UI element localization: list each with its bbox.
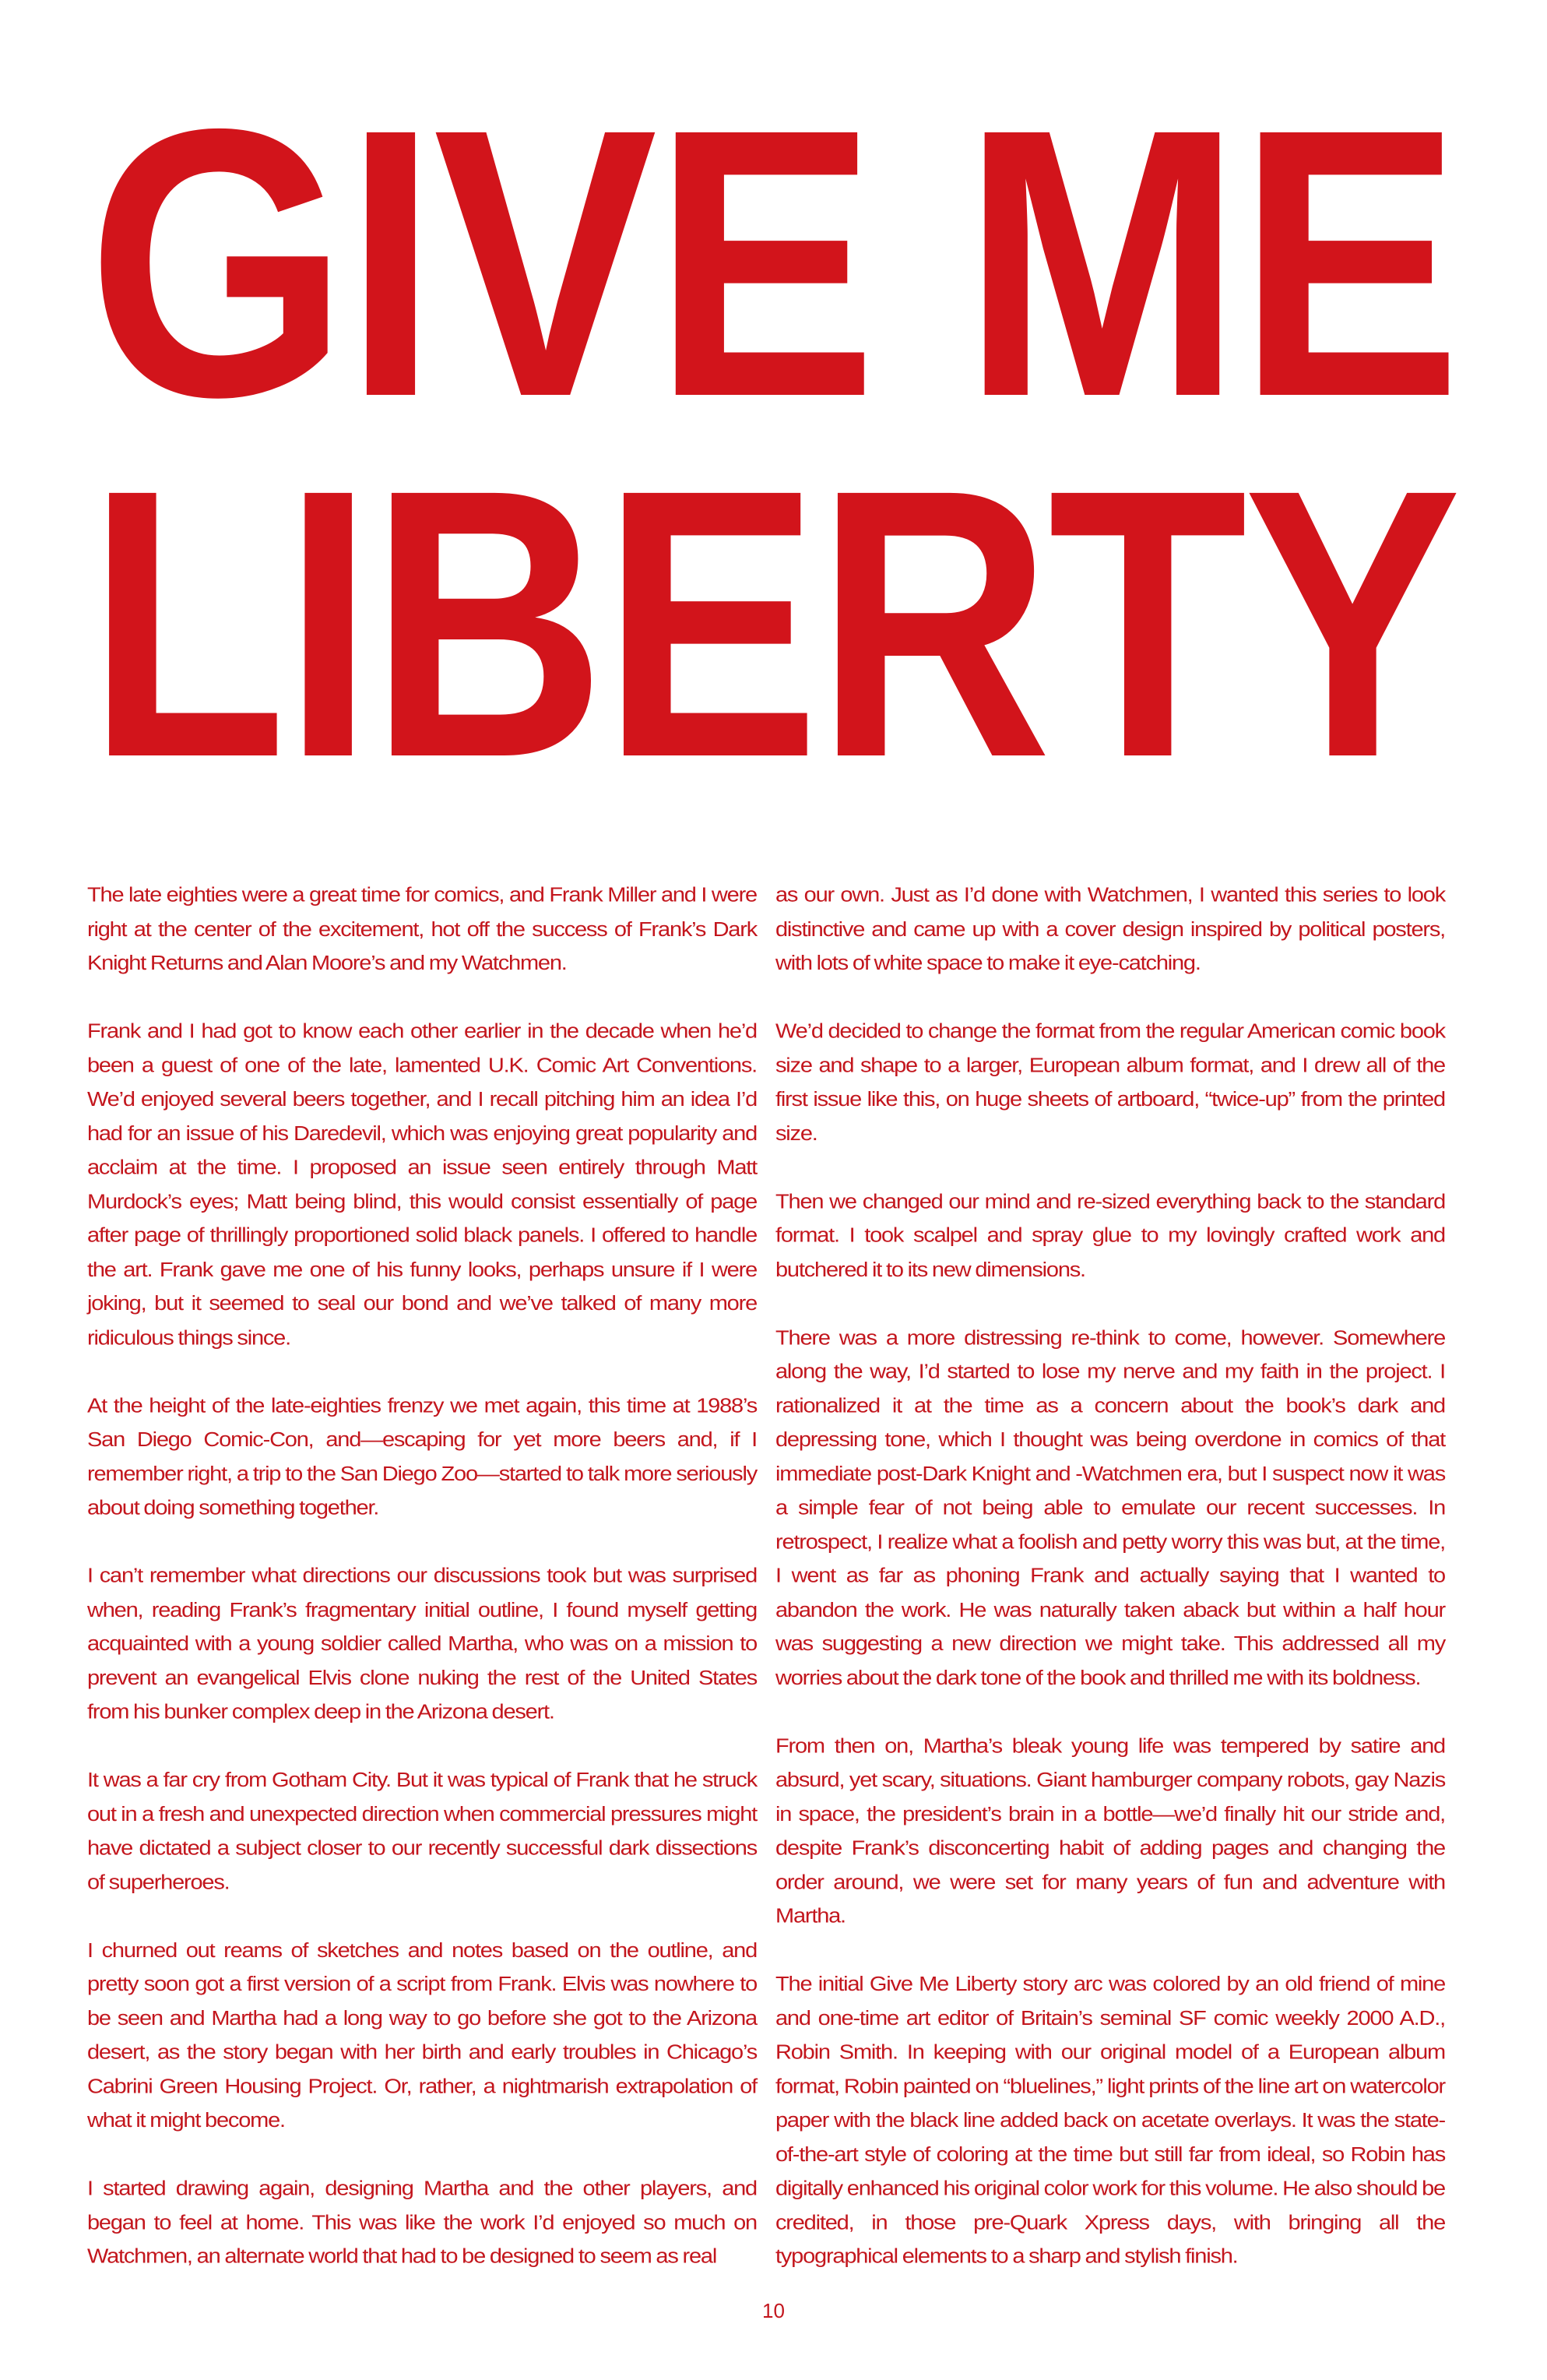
page-number: 10 bbox=[762, 2299, 785, 2322]
paragraph: At the height of the late-eighties frenzy we met again, this time at 1988’s San Diego Comic-Con, and—escaping for yet more beers and, if I remember right, a trip to the San Diego Zoo—started to talk more seriously about doing something together. bbox=[87, 1394, 757, 1519]
paragraph: The late eighties were a great time for comics, and Frank Miller and I were right at the center of the excitement, hot off the success of Frank’s Dark Knight Returns and Alan Moore’s and my Watchmen. bbox=[87, 884, 757, 975]
paragraph: From then on, Martha’s bleak young life was tempered by satire and absurd, yet scary, situations. Giant hamburger company robots, gay Nazis in space, the president’s brain in a bottle—we’d finally hit our stride and, despite Frank’s disconcerting habit of adding pages and changing the order around, we were set for many years of fun and adventure with Martha. bbox=[775, 1734, 1445, 1928]
paragraph: as our own. Just as I’d done with Watchmen, I wanted this series to look distinctive and came up with a cover design inspired by political posters, with lots of white space to make it eye-catching. bbox=[775, 884, 1445, 975]
paragraph: Then we changed our mind and re-sized everything back to the standard format. I took scalpel and spray glue to my lovingly crafted work and butchered it to its new dimensions. bbox=[775, 1190, 1445, 1281]
paragraph: I started drawing again, designing Martha and the other players, and began to feel at home. This was like the work I’d enjoyed so much on Watchmen, an alternate world that had to be designed to seem as real bbox=[87, 2177, 757, 2268]
paragraph: The initial Give Me Liberty story arc was colored by an old friend of mine and one-time art editor of Britain’s seminal SF comic weekly 2000 A.D., Robin Smith. In keeping with our original model of a European album format, Robin painted on “bluelines,” light prints of the line art on watercolor paper with the black line added back on acetate overlays. It was the state-of-the-art style of coloring at the time but still far from ideal, so Robin has digitally enhanced his original color work for this volume. He also should be credited, in those pre-Quark Xpress days, with bringing all the typographical elements to a sharp and stylish finish. bbox=[775, 1973, 1445, 2268]
paragraph: I can’t remember what directions our discussions took but was surprised when, reading Frank’s fragmentary initial outline, I found myself getting acquainted with a young soldier called Martha, who was on a mission to prevent an evangelical Elvis clone nuking the rest of the United States from his bunker complex deep in the Arizona desert. bbox=[87, 1565, 757, 1723]
title-line-2: LIBERTY bbox=[87, 410, 1458, 836]
title-line-1: GIVE ME bbox=[87, 49, 1458, 476]
paragraph: We’d decided to change the format from the regular American comic book size and shape to a larger, European album format, and I drew all of the first issue like this, on huge sheets of artboard, “twice-up” from the printed size. bbox=[775, 1020, 1445, 1145]
left-column bbox=[87, 878, 757, 2274]
paragraph: Frank and I had got to know each other earlier in the decade when he’d been a guest of one of the late, lamented U.K. Comic Art Conventions. We’d enjoyed several beers together, and I recall pitching him an idea I’d had for an issue of his Daredevil, which was enjoying great popularity and acclaim at the time. I proposed an issue seen entirely through Matt Murdock’s eyes; Matt being blind, this would consist essentially of page after page of thrillingly proportioned solid black panels. I offered to handle the art. Frank gave me one of his funny looks, perhaps unsure if I were joking, but it seemed to seal our bond and we’ve talked of many more ridiculous things since. bbox=[87, 1020, 757, 1350]
paragraph: It was a far cry from Gotham City. But it was typical of Frank that he struck out in a fresh and unexpected direction when commercial pressures might have dictated a subject closer to our recently successful dark dissections of superheroes. bbox=[87, 1769, 757, 1894]
paragraph: There was a more distressing re-think to come, however. Somewhere along the way, I’d started to lose my nerve and my faith in the project. I rationalized it at the time as a concern about the book’s dark and depressing tone, which I thought was being overdone in comics of that immediate post-Dark Knight and -Watchmen era, but I suspect now it was a simple fear of not being able to emulate our recent successes. In retrospect, I realize what a foolish and petty worry this was but, at the time, I went as far as phoning Frank and actually saying that I wanted to abandon the work. He was naturally taken aback but within a half hour was suggesting a new direction we might take. This addressed all my worries about the dark tone of the book and thrilled me with its boldness. bbox=[775, 1326, 1445, 1690]
paragraph: I churned out reams of sketches and notes based on the outline, and pretty soon got a first version of a script from Frank. Elvis was nowhere to be seen and Martha had a long way to go before she got to the Arizona desert, as the story began with her birth and early troubles in Chicago’s Cabrini Green Housing Project. Or, rather, a nightmarish extrapolation of what it might become. bbox=[87, 1938, 757, 2132]
right-column bbox=[775, 878, 1445, 2274]
